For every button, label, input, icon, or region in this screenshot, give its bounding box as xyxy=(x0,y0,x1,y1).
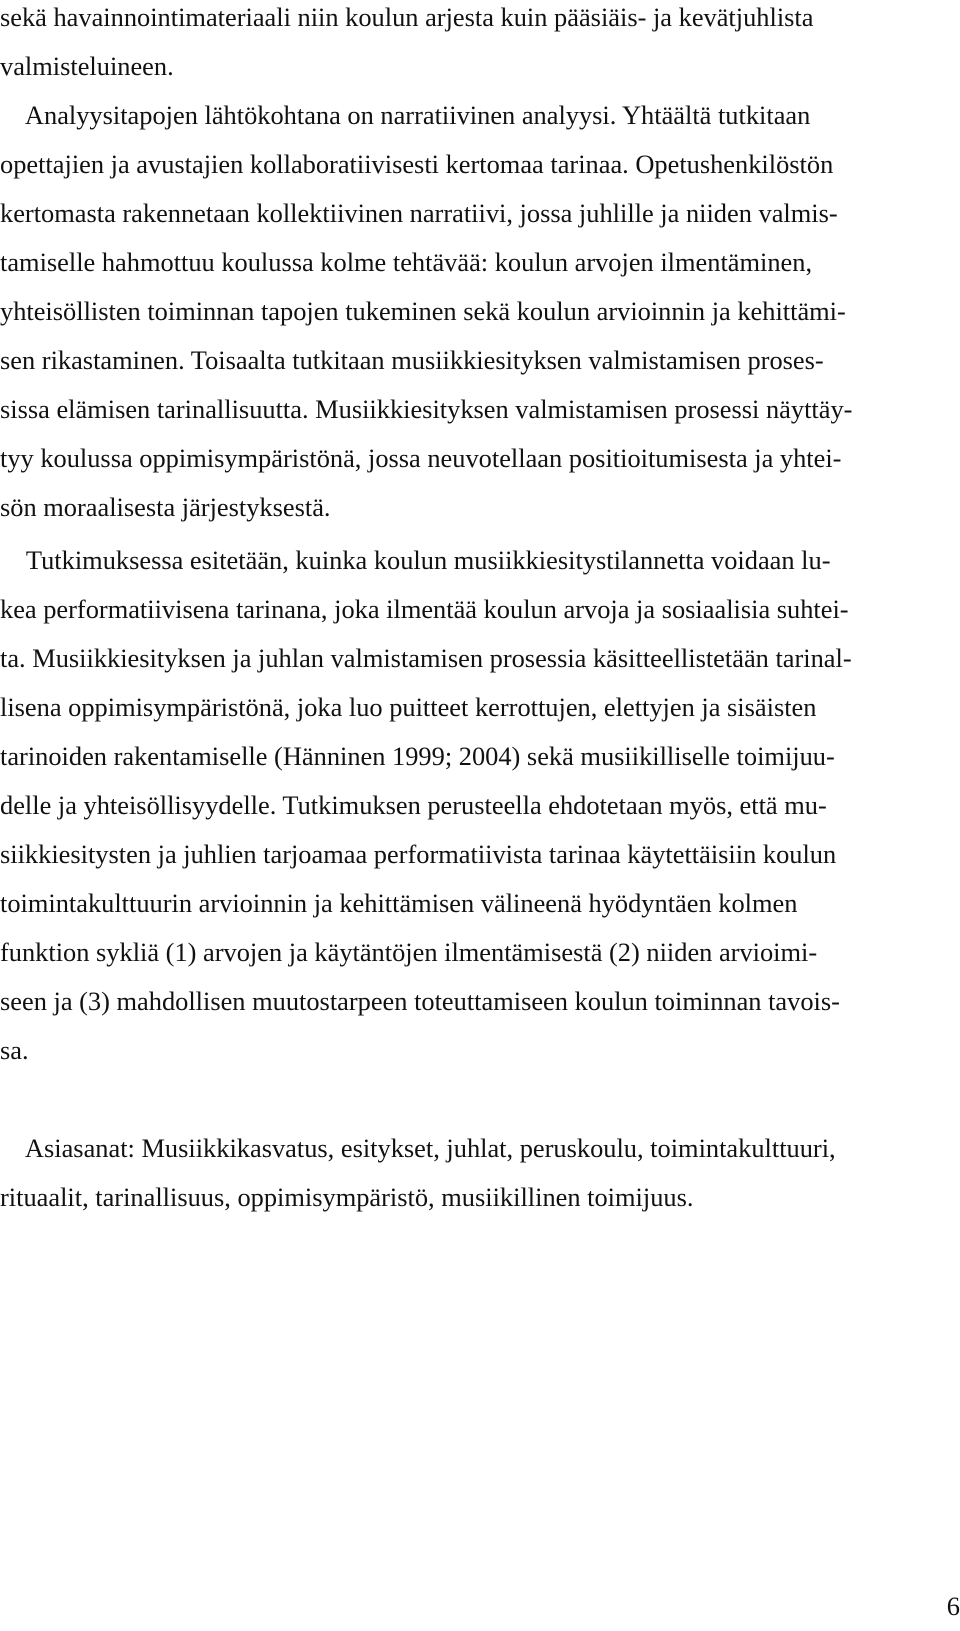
text-line: funktion sykliä (1) arvojen ja käytäntöjen ilmentämisestä (2) niiden arvioimi- xyxy=(0,937,818,967)
text-line: ta. Musiikkiesityksen ja juhlan valmistamisen prosessia käsitteellistetään tarinal- xyxy=(0,643,852,673)
text-line: Tutkimuksessa esitetään, kuinka koulun musiikkiesitystilannetta voidaan lu- xyxy=(0,545,831,575)
text-line: tarinoiden rakentamiselle (Hänninen 1999; 2004) sekä musiikilliselle toimijuu- xyxy=(0,741,835,771)
text-line: sissa elämisen tarinallisuutta. Musiikkiesityksen valmistamisen prosessi näyttäy- xyxy=(0,394,853,424)
text-line: sekä havainnointimateriaali niin koulun arjesta kuin pääsiäis- ja kevätjuhlista xyxy=(0,2,814,32)
text-line: yhteisöllisten toiminnan tapojen tukeminen sekä koulun arvioinnin ja kehittämi- xyxy=(0,296,846,326)
keywords-line: rituaalit, tarinallisuus, oppimisympäristö, musiikillinen toimijuus. xyxy=(0,1182,694,1212)
text-line: toimintakulttuurin arvioinnin ja kehittämisen välineenä hyödyntäen kolmen xyxy=(0,888,798,918)
text-line: opettajien ja avustajien kollaboratiivisesti kertomaa tarinaa. Opetushenkilöstön xyxy=(0,149,834,179)
text-line: tyy koulussa oppimisympäristönä, jossa neuvotellaan positioitumisesta ja yhtei- xyxy=(0,443,842,473)
text-line: delle ja yhteisöllisyydelle. Tutkimuksen perusteella ehdotetaan myös, että mu- xyxy=(0,790,827,820)
text-line: sen rikastaminen. Toisaalta tutkitaan musiikkiesityksen valmistamisen proses- xyxy=(0,345,824,375)
page-number: 6 xyxy=(946,1591,960,1621)
text-line: sa. xyxy=(0,1035,29,1065)
text-line: seen ja (3) mahdollisen muutostarpeen toteuttamiseen koulun toiminnan tavois- xyxy=(0,986,840,1016)
text-line: lisena oppimisympäristönä, joka luo puitteet kerrottujen, elettyjen ja sisäisten xyxy=(0,692,817,722)
text-line: Analyysitapojen lähtökohtana on narratiivinen analyysi. Yhtäältä tutkitaan xyxy=(0,100,811,130)
text-line: siikkiesitysten ja juhlien tarjoamaa performatiivista tarinaa käytettäisiin koulun xyxy=(0,839,837,869)
text-line: sön moraalisesta järjestyksestä. xyxy=(0,492,331,522)
text-line: valmisteluineen. xyxy=(0,51,174,81)
text-line: kea performatiivisena tarinana, joka ilmentää koulun arvoja ja sosiaalisia suhtei- xyxy=(0,594,849,624)
keywords-line: Asiasanat: Musiikkikasvatus, esitykset, juhlat, peruskoulu, toimintakulttuuri, xyxy=(0,1133,836,1163)
text-line: kertomasta rakennetaan kollektiivinen narratiivi, jossa juhlille ja niiden valmis- xyxy=(0,198,838,228)
text-line: tamiselle hahmottuu koulussa kolme tehtävää: koulun arvojen ilmentäminen, xyxy=(0,247,813,277)
